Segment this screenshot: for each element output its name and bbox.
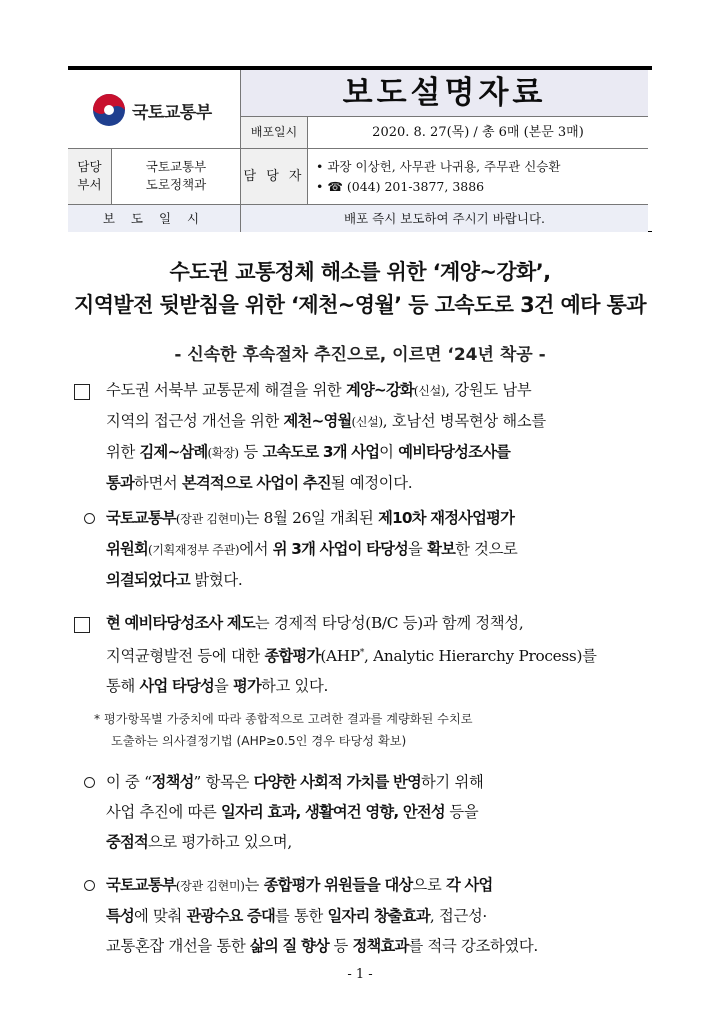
dept-label-line-2: 부서 xyxy=(77,177,102,192)
contact-value xyxy=(308,148,648,204)
dist-date-value: 2020. 8. 27(목) / 총 6매 (본문 3매) xyxy=(372,125,584,140)
square-bullet-icon xyxy=(74,384,90,400)
p2-line-3: 의결되었다고 밝혔다. xyxy=(106,571,243,589)
p4-line-2: 사업 추진에 따른 일자리 효과, 생활여건 영향, 안전성 등을 xyxy=(106,803,479,821)
org-name: 국토교통부 xyxy=(132,103,212,123)
p2-line-1: 국토교통부(장관 김현미)는 8월 26일 개최된 제10차 재정사업평가 xyxy=(106,509,515,527)
p1-line-2: 지역의 접근성 개선을 위한 제천~영월(신설), 호남선 병목현상 해소를 xyxy=(106,412,546,430)
release-value: 배포 즉시 보도하여 주시기 바랍니다. xyxy=(241,204,648,232)
p1-line-1: 수도권 서북부 교통문제 해결을 위한 계양~강화(신설), 강원도 남부 xyxy=(106,381,532,399)
release-label: 보 도 일 시 xyxy=(68,204,241,232)
circle-bullet-icon xyxy=(84,880,95,891)
note-line-1: * 평가항목별 가중치에 따라 종합적으로 고려한 결과를 계량화된 수치로 xyxy=(94,712,473,726)
square-bullet-icon xyxy=(74,617,90,633)
p3-line-2: 지역균형발전 등에 대한 종합평가(AHP*, Analytic Hierarchy Process)를 xyxy=(106,647,597,666)
paragraph-3 xyxy=(106,608,666,701)
dept-value-line-2: 도로정책과 xyxy=(145,177,207,192)
contact-line-2: • ☎ (044) 201-3877, 3886 xyxy=(316,179,485,194)
p3-line-1: 현 예비타당성조사 제도는 경제적 타당성(B/C 등)과 함께 정책성, xyxy=(106,614,524,632)
p5-line-1: 국토교통부(장관 김현미)는 종합평가 위원들을 대상으로 각 사업 xyxy=(106,876,493,894)
paragraph-5 xyxy=(106,870,666,961)
p4-line-1: 이 중 “정책성” 항목은 다양한 사회적 가치를 반영하기 위해 xyxy=(106,773,484,791)
circle-bullet-icon xyxy=(84,513,95,524)
dist-date-label: 배포일시 xyxy=(241,117,308,148)
footnote xyxy=(94,708,664,752)
dept-label xyxy=(68,148,112,204)
p1-line-3: 위한 김제~삼례(확장) 등 고속도로 3개 사업이 예비타당성조사를 xyxy=(106,443,511,461)
paragraph-2 xyxy=(106,503,666,595)
p1-line-4: 통과하면서 본격적으로 사업이 추진될 예정이다. xyxy=(106,474,413,492)
circle-bullet-icon xyxy=(84,777,95,788)
dept-value-line-1: 국토교통부 xyxy=(145,159,207,174)
page-number: - 1 - xyxy=(347,967,373,982)
doc-type-cell xyxy=(241,70,648,117)
paragraph-1 xyxy=(106,375,666,498)
subtitle: - 신속한 후속절차 추진으로, 이르면 ‘24년 착공 - xyxy=(174,345,546,365)
p3-line-3: 통해 사업 타당성을 평가하고 있다. xyxy=(106,677,329,696)
logo-cell xyxy=(68,70,241,148)
doc-type-title: 보도설명자료 xyxy=(342,75,547,111)
contact-line-1: • 과장 이상헌, 사무관 나귀용, 주무관 신승환 xyxy=(316,159,561,174)
press-header-table xyxy=(68,66,652,232)
p4-line-3: 중점적으로 평가하고 있으며, xyxy=(106,833,292,851)
paragraph-4 xyxy=(106,767,666,857)
note-line-2: 도출하는 의사결정기법 (AHP≥0.5인 경우 타당성 확보) xyxy=(111,734,407,748)
p5-line-3: 교통혼잡 개선을 통한 삶의 질 향상 등 정책효과를 적극 강조하였다. xyxy=(106,937,538,955)
dept-label-line-1: 담당 xyxy=(77,159,102,174)
p2-line-2: 위원회(기획재정부 주관)에서 위 3개 사업이 타당성을 확보한 것으로 xyxy=(106,540,518,558)
contact-label: 담 당 자 xyxy=(241,148,308,204)
dept-value xyxy=(112,148,241,204)
government-emblem-icon xyxy=(92,93,126,127)
headline-line-1: 수도권 교통정체 해소를 위한 ‘계양~강화’, xyxy=(169,260,551,284)
p5-line-2: 특성에 맞춰 관광수요 증대를 통한 일자리 창출효과, 접근성· xyxy=(106,907,487,925)
headline-line-2: 지역발전 뒷받침을 위한 ‘제천~영월’ 등 고속도로 3건 예타 통과 xyxy=(74,293,646,317)
